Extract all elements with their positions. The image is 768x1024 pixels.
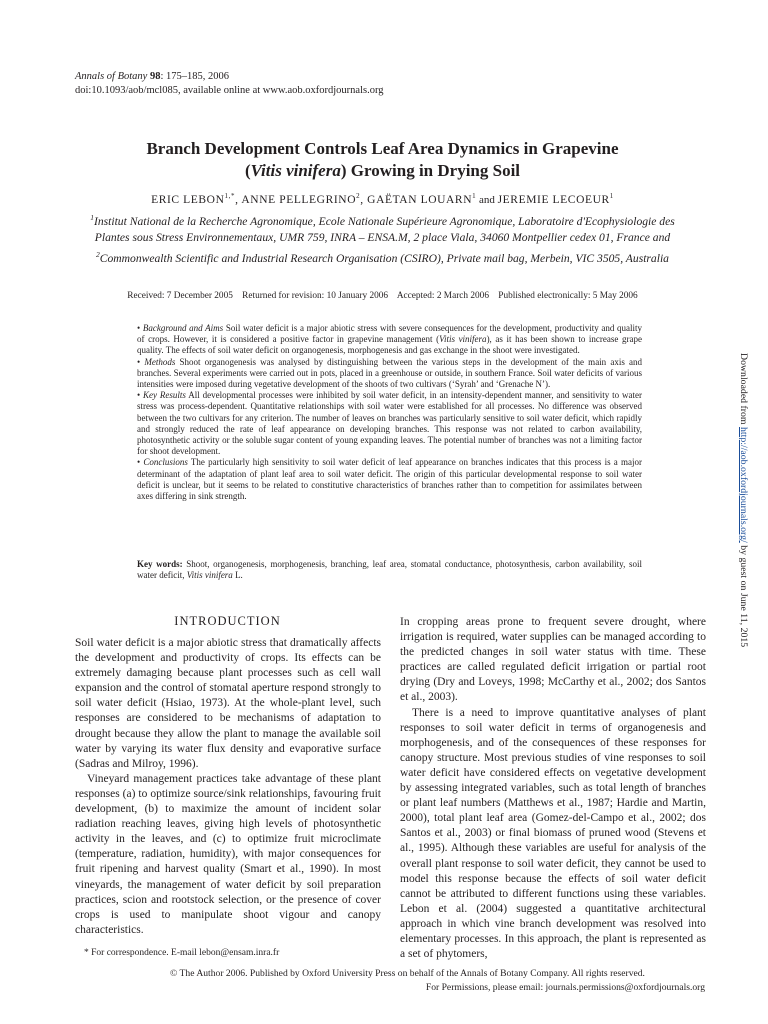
bullet-icon: • — [137, 356, 141, 367]
journal-pages: : 175–185, 2006 — [160, 71, 229, 82]
author-3-sup: 1 — [472, 192, 477, 200]
intro-paragraph-4: There is a need to improve quantitative analyses of plant responses to soil water deficit in terms of organogenesis and morphogenesis, and of the consequences of these responses for canopy structure. Most previous studies of vine responses to soil water deficit have considered effects on vegetative development by assessing integrated variables, such as total length of branches or plant leaf numbers (Matthews et al., 1987; Hardie and Martin, 2000), total plant leaf area (Gomez-del-Campo et al., 2002; dos Santos et al., 2003) or final biomass of pruned wood (Stevens et al., 1995). Although these variables are useful for analysis of the overall plant response to soil water deficit, they cannot be used to model this response because the effects of soil water deficit cannot be attributed to different functions using these variables. Lebon et al. (2004) suggested a quantitative architectural approach in which vine branch development was resolved into elementary processes. In this approach, the plant is represented as a set of phytomers, — [400, 706, 706, 961]
author-2-sup: 2 — [356, 192, 361, 200]
title-species: Vitis vinifera — [250, 161, 341, 180]
abstract-background-text: Soil water deficit is a major abiotic stress with severe consequences for the development, productivity and quality of crops. However, it is considered a positive factor in grapevine management ( — [137, 323, 643, 345]
author-2: , ANNE PELLEGRINO — [235, 193, 357, 206]
affil-text-1: Institut National de la Recherche Agronomique, Ecole Nationale Supérieure Agronomique, Laboratoire d'Ecophysiologie des Plantes sous Stress Environnementaux, UMR 759, INRA – ENSA.M, 2 place Viala, 34060 Montpellier cedex 01, France and — [93, 214, 675, 245]
journal-volume: 98 — [149, 71, 161, 82]
author-4: JEREMIE LECOEUR — [497, 193, 610, 206]
intro-paragraph-1: Soil water deficit is a major abiotic stress that dramatically affects the development and productivity of crops. Its effects can be extremely damaging because plant processes such as cell wall expansion and the control of stomatal aperture respond strongly to soil water deficit (Hsiao, 1973). At the whole-plant level, such responses are considered to be mechanisms of adaptation to drought because they allow the plant to manage the available soil water by varying its water flux density and evaporative surface (Sadras and Milroy, 1996). — [75, 637, 381, 770]
title-paren-open: ( — [244, 161, 251, 180]
bullet-icon: • — [137, 390, 141, 401]
permissions-line: For Permissions, please email: journals.permissions@oxfordjournals.org — [425, 982, 705, 993]
doi-line: doi:10.1093/aob/mcl085, available online at www.aob.oxfordjournals.org — [75, 85, 384, 96]
correspondence-footnote: * For correspondence. E-mail lebon@ensam.inra.fr — [84, 948, 280, 958]
watermark-suffix: by guest on June 11, 2015 — [738, 542, 749, 648]
section-heading-introduction: INTRODUCTION — [174, 614, 281, 628]
download-watermark — [738, 353, 749, 683]
abstract-conclusions — [137, 457, 642, 502]
abstract-key-results-text: All developmental processes were inhibited by soil water deficit, in an intensity-dependent manner, and sensitivity to water stress was process-dependent. Quantitative relationships with soil water were established for all processes. No difference was observed between the two cultivars for any criterion. The number of leaves on branches was particularly sensitive to soil water deficit, which rapidly and strongly reduced the rate of leaf appearance on developing branches. This response was not related to carbon availability, photosynthetic activity or the soluble sugar content of young expanding leaves. The potential number of branches was not a limiting factor for shoot development. — [137, 390, 642, 457]
watermark-prefix: Downloaded from — [738, 353, 749, 428]
abstract-methods-text: Shoot organogenesis was analysed by distinguishing between the various steps in the development of the main axis and branches. Several experiments were carried out in pots, placed in a greenhouse or outside, in southern France. Soil water deficits of various intensities were imposed during vegetative development of the shoots of two cultivars (‘Syrah’ and ‘Grenache N’). — [137, 356, 642, 390]
paper-title — [60, 138, 705, 182]
received-dates: Received: 7 December 2005 Returned for revision: 10 January 2006 Accepted: 2 March 2006 Published electronically: 5 May 2006 — [127, 291, 638, 301]
abstract-methods-heading: Methods — [144, 356, 176, 367]
bullet-icon: • — [137, 323, 141, 333]
title-line-2 — [60, 160, 705, 182]
abstract-background-text-2: ), as it has been shown to increase grape quality. The effects of soil water deficit on organogenesis, morphogenesis and gas exchange in the shoot were investigated. — [137, 334, 642, 356]
keywords-text: Shoot, organogenesis, morphogenesis, branching, leaf area, stomatal conductance, photosynthesis, carbon availability, soil water deficit, — [137, 559, 642, 581]
keywords-label: Key words: — [137, 559, 183, 569]
abstract — [137, 323, 642, 502]
affil-sup-2: 2 — [96, 249, 100, 259]
intro-paragraph-2: Vineyard management practices take advantage of these plant responses (a) to optimize source/sink relationships, favouring fruit development, (b) to maximize the amount of incident solar radiation reaching leaves, giving high levels of photosynthetic activity in the leaves, and (c) to optimize fruit microclimate (temperature, radiation, humidity), with major consequences for fruit ripening and harvest quality (Smart et al., 1990). In most vineyards, the management of water deficit by soil preparation practices, scion and rootstock selection, or the presence of cover crops is used to manipulate shoot vigour and canopy characteristics. — [75, 772, 381, 936]
intro-paragraph-3: In cropping areas prone to frequent severe drought, where irrigation is required, water supplies can be managed according to the predicted changes in soil water status with time. These practices are called regulated deficit irrigation or partial root drying (Dry and Loveys, 1998; McCarthy et al., 2002; dos Santos et al., 2003). — [400, 616, 706, 704]
abstract-key-results — [137, 390, 642, 457]
journal-name: Annals of Botany — [75, 71, 148, 82]
copyright-line: © The Author 2006. Published by Oxford University Press on behalf of the Annals of Botany Company. All rights reserved. — [170, 968, 645, 979]
affiliations — [75, 210, 690, 267]
author-3: , GAËTAN LOUARN — [360, 193, 473, 206]
keywords-species: Vitis vinifera — [186, 570, 233, 581]
title-paren-close: ) — [340, 161, 347, 180]
bullet-icon: • — [137, 457, 141, 468]
abstract-methods — [137, 357, 642, 391]
author-4-sup: 1 — [609, 192, 614, 200]
title-line-2-rest: Growing in Drying Soil — [346, 161, 521, 180]
abstract-key-results-heading: Key Results — [143, 390, 186, 401]
body-column-right — [400, 615, 706, 962]
copyright-footer — [75, 967, 705, 995]
author-1-sup: 1,* — [224, 192, 236, 200]
affil-sup-1: 1 — [90, 213, 94, 222]
author-list — [60, 192, 705, 206]
watermark-link[interactable]: http://aob.oxfordjournals.org/ — [738, 427, 749, 543]
abstract-background-species: Vitis vinifera — [439, 334, 487, 345]
journal-volume-line — [75, 70, 384, 84]
abstract-background-heading: Background and Aims — [142, 323, 224, 333]
author-1: ERIC LEBON — [151, 193, 225, 206]
keywords-end: L. — [232, 570, 243, 581]
author-and: and — [476, 193, 498, 206]
keywords — [137, 559, 642, 581]
abstract-conclusions-heading: Conclusions — [143, 457, 188, 468]
body-column-left — [75, 636, 381, 938]
abstract-conclusions-text: The particularly high sensitivity to soil water deficit of leaf appearance on branches indicates that this process is a major determinant of the adaptation of plant leaf area to soil water deficit. The origin of this particular developmental response to soil water deficit is unclear, but it seems to be related to constitutive characteristics of branches rather than to competition for assimilates between axes differing in sink strength. — [137, 457, 642, 502]
affil-text-2: Commonwealth Scientific and Industrial Research Organisation (CSIRO), Private mail bag, Merbein, VIC 3505, Australia — [99, 251, 669, 265]
journal-citation — [75, 70, 384, 98]
abstract-background — [137, 323, 642, 357]
title-line-1: Branch Development Controls Leaf Area Dynamics in Grapevine — [146, 139, 619, 158]
